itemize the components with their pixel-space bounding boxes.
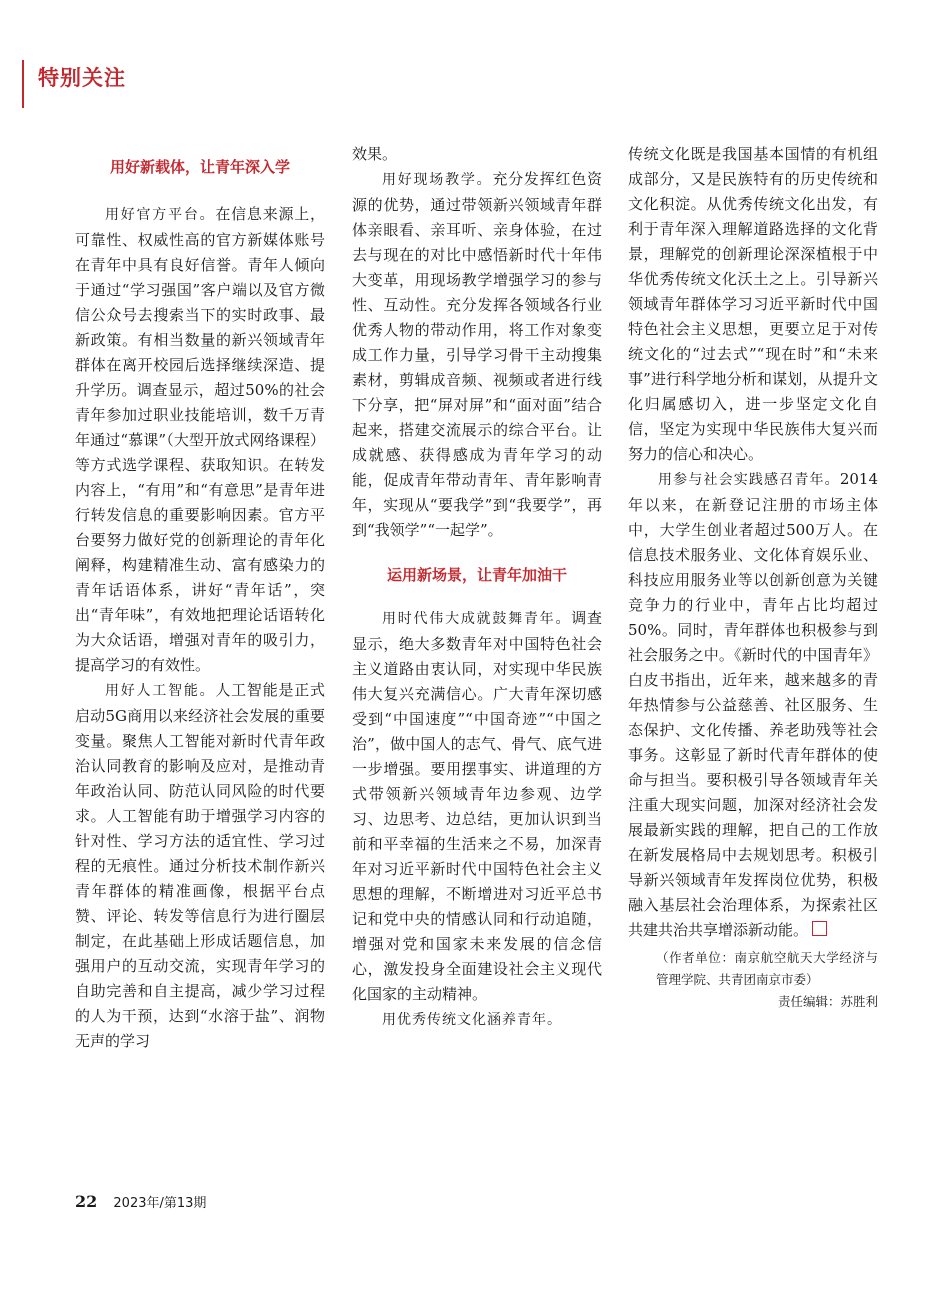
paragraph-body: 在信息来源上，可靠性、权威性高的官方新媒体账号在青年中具有良好信誉。青年人倾向于通过“学习强国”客户端以及官方微信公众号去搜索当下的实时政事、最新政策。有相当数量的新兴领域青年群体在离开校园后选择继续深造、提升学历。调查显示，超过50%的社会青年参加过职业技能培训，数千万青年通过“慕课”（大型开放式网络课程）等方式选学课程、获取知识。在转发内容上，“有用”和“有意思”是青年进行转发信息的重要影响因素。官方平台要努力做好党的创新理论的青年化阐释，构建精准生动、富有感染力的青年话语体系，讲好“青年话”，突出“青年味”，有效地把理论话语转化为大众话语，增强对青年的吸引力，提高学习的有效性。	[75, 205, 325, 674]
section-heading-new-carrier: 用好新载体，让青年深入学	[109, 158, 290, 176]
page-number: 22	[75, 1192, 98, 1211]
paragraph-lead: 用好现场教学。	[382, 172, 493, 188]
paragraph-artificial-intelligence	[75, 678, 325, 1054]
article-column-3	[628, 142, 878, 1013]
article-column-2	[352, 142, 602, 1033]
paragraph-traditional-culture-body: 传统文化既是我国基本国情的有机组成部分，又是民族特有的历史传统和文化积淀。从优秀传统文化出发，有利于青年深入理解道路选择的文化背景，理解党的创新理论深深植根于中华优秀传统文化沃土之上。引导新兴领域青年群体学习习近平新时代中国特色社会主义思想，更要立足于对传统文化的“过去式”“现在时”和“未来事”进行科学地分析和谋划，从提升文化归属感切入，进一步坚定文化自信，坚定为实现中华民族伟大复兴而努力的信心和决心。	[628, 145, 878, 463]
author-affiliation: （作者单位：南京航空航天大学经济与管理学院、共青团南京市委）	[656, 950, 878, 987]
end-of-article-icon	[812, 921, 827, 936]
paragraph-lead: 用好官方平台。	[105, 207, 216, 223]
paragraph-onsite-teaching	[352, 167, 602, 543]
page-footer	[75, 1192, 206, 1211]
paragraph-body: 2014年以来，在新登记注册的市场主体中，大学生创业者超过500万人。在信息技术服务业、文化体育娱乐业、科技应用服务业等以创新创意为关键竞争力的行业中，青年占比均超过50%。同时，青年群体也积极参与到社会服务之中。《新时代的中国青年》白皮书指出，近年来，越来越多的青年热情参与公益慈善、社区服务、生态保护、文化传播、养老助残等社会事务。这彰显了新时代青年群体的使命与担当。要积极引导各领域青年关注重大现实问题，加深对经济社会发展最新实践的理解，把自己的工作放在新发展格局中去规划思考。积极引导新兴领域青年发挥岗位优势，积极融入基层社会治理体系，为探索社区共建共治共享增添新动能。	[628, 470, 878, 939]
issue-label: 2023年/第13期	[113, 1196, 207, 1211]
section-heading-new-scenario: 运用新场景，让青年加油干	[386, 566, 567, 584]
paragraph-body: 调查显示，绝大多数青年对中国特色社会主义道路由衷认同，对实现中华民族伟大复兴充满信心。广大青年深切感受到“中国速度”“中国奇迹”“中国之治”，做中国人的志气、骨气、底气进一步增强。要用摆事实、讲道理的方式带领新兴领域青年边参观、边学习、边思考、边总结，更加认识到当前和平幸福的生活来之不易，加深青年对习近平新时代中国特色社会主义思想的理解，不断增进对习近平总书记和党中央的情感认同和行动追随，增强对党和国家未来发展的信念信心，激发投身全面建设社会主义现代化国家的主动精神。	[352, 609, 602, 1003]
paragraph-body: 充分发挥红色资源的优势，通过带领新兴领域青年群体亲眼看、亲耳听、亲身体验，在过去与现在的对比中感悟新时代十年伟大变革，用现场教学增强学习的参与性、互动性。充分发挥各领域各行业优秀人物的带动作用，将工作对象变成工作力量，引导学习骨干主动搜集素材，剪辑成音频、视频或者进行线下分享，把“屏对屏”和“面对面”结合起来，搭建交流展示的综合平台。让成就感、获得感成为青年学习的动能，促成青年带动青年、青年影响青年，实现从“要我学”到“我要学”，再到“我领学”“一起学”。	[352, 170, 602, 539]
responsible-editor: 责任编辑：苏胜利	[777, 994, 878, 1009]
paragraph-social-practice	[628, 467, 878, 943]
paragraph-official-platform	[75, 202, 325, 678]
section-title: 特别关注	[38, 66, 126, 90]
paragraph-lead: 用好人工智能。	[105, 683, 216, 699]
article-column-1	[75, 142, 325, 1054]
paragraph-great-achievements	[352, 606, 602, 1007]
paragraph-continuation: 效果。	[352, 145, 398, 163]
paragraph-traditional-culture-lead	[352, 1007, 602, 1033]
paragraph-lead: 用参与社会实践感召青年。	[658, 472, 840, 488]
paragraph-body: 人工智能是正式启动5G商用以来经济社会发展的重要变量。聚焦人工智能对新时代青年政治认同教育的影响及应对，是推动青年政治认同、防范认同风险的时代要求。人工智能有助于增强学习内容的针对性、学习方法的适宜性、学习过程的无痕性。通过分析技术制作新兴青年群体的精准画像，根据平台点赞、评论、转发等信息行为进行圈层制定，在此基础上形成话题信息，加强用户的互动交流，实现青年学习的自助完善和自主提高，减少学习过程的人为干预，达到“水溶于盐”、润物无声的学习	[75, 681, 325, 1050]
header-accent-rule	[22, 60, 24, 108]
paragraph-lead: 用优秀传统文化涵养青年。	[382, 1012, 562, 1028]
paragraph-lead: 用时代伟大成就鼓舞青年。	[382, 611, 572, 627]
